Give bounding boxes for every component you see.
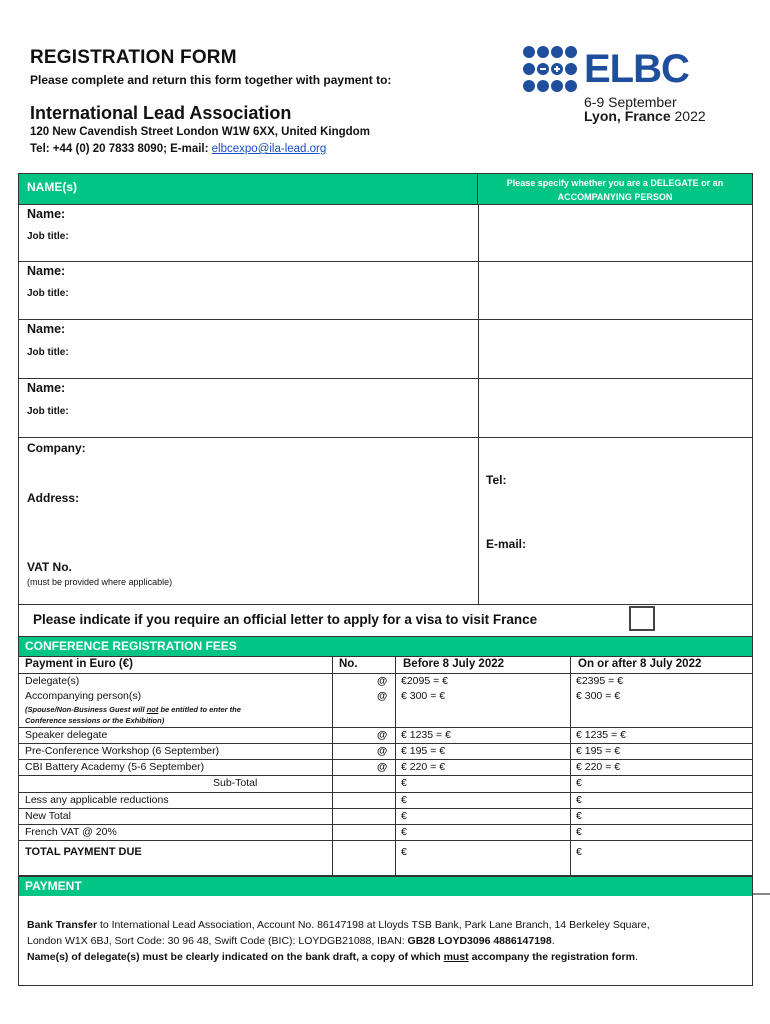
fee-row-before[interactable]: € 300 = € <box>401 690 446 702</box>
note-text <box>27 951 635 963</box>
divider <box>19 261 752 262</box>
event-dates: 6-9 September <box>584 94 677 110</box>
note-must: must <box>443 951 469 963</box>
divider <box>19 673 752 674</box>
divider <box>19 840 752 841</box>
note-not: not <box>146 705 159 714</box>
bank-text: London W1X 6BJ, Sort Code: 30 96 48, Swift Code (BIC): LOYDGB21088, IBAN: <box>27 935 408 947</box>
subtotal-label: Sub-Total <box>213 777 258 789</box>
accompanying-note <box>25 705 241 714</box>
payment-section <box>18 876 753 986</box>
bank-line-2: London W1X 6BJ, Sort Code: 30 96 48, Swift Code (BIC): LOYDGB21088, IBAN: GB28 LOYD3096 4886147198. <box>27 935 555 947</box>
company-label[interactable]: Company: <box>27 441 86 455</box>
new-total-label: New Total <box>25 810 71 822</box>
vat-label: French VAT @ 20% <box>25 826 117 838</box>
divider <box>19 775 752 776</box>
note-part: (Spouse/Non-Business Guest will <box>25 705 147 714</box>
organisation-address: 120 New Cavendish Street London W1W 6XX, United Kingdom <box>30 126 370 138</box>
visa-question: Please indicate if you require an official letter to apply for a visa to visit France <box>33 612 538 627</box>
fee-row-label: Accompanying person(s) <box>25 690 142 702</box>
event-place <box>584 108 706 124</box>
divider <box>19 437 752 438</box>
new-total-after[interactable]: € <box>576 810 582 822</box>
new-total-before[interactable]: € <box>401 810 407 822</box>
contact-phone: Tel: +44 (0) 20 7833 8090; E-mail: <box>30 143 212 155</box>
bank-text: to International Lead Association, Account No. 86147198 at Lloyds TSB Bank, Park Lane Branch, 14 Berkeley Square, <box>97 919 650 931</box>
total-label: TOTAL PAYMENT DUE <box>25 846 142 858</box>
fee-row-label: Speaker delegate <box>25 729 108 741</box>
note-part: be entitled to enter the <box>158 705 241 714</box>
col-after-header: On or after 8 July 2022 <box>578 658 702 670</box>
divider <box>19 204 752 205</box>
divider <box>19 319 752 320</box>
col-no-header: No. <box>339 658 358 670</box>
edge-mark <box>753 893 770 895</box>
column-divider <box>395 656 396 875</box>
delegate-note: Name(s) of delegate(s) must be clearly indicated on the bank draft, a copy of which must accompany the registration form. <box>27 951 638 963</box>
accompanying-note-2: Conference sessions or the Exhibition) <box>25 716 165 725</box>
fee-row-at: @ <box>377 729 388 741</box>
name-label-1[interactable]: Name: <box>27 207 66 221</box>
fee-row-at: @ <box>377 690 388 702</box>
email-label[interactable]: E-mail: <box>486 537 527 551</box>
event-year: 2022 <box>674 108 706 124</box>
name-label-3[interactable]: Name: <box>27 322 66 336</box>
col-before-header: Before 8 July 2022 <box>403 658 505 670</box>
vat-note: (must be provided where applicable) <box>27 577 173 587</box>
divider <box>19 808 752 809</box>
column-divider <box>478 204 479 604</box>
reductions-label: Less any applicable reductions <box>25 794 169 806</box>
form-title: REGISTRATION FORM <box>30 47 237 68</box>
divider <box>19 727 752 728</box>
elbc-dots-icon <box>522 45 578 93</box>
tel-label[interactable]: Tel: <box>486 473 507 487</box>
job-title-label-1[interactable]: Job title: <box>27 231 69 242</box>
divider <box>19 743 752 744</box>
visa-row <box>18 605 753 636</box>
bank-transfer-label: Bank Transfer <box>27 919 98 931</box>
divider <box>19 759 752 760</box>
names-header: NAME(s) <box>19 174 478 204</box>
fee-row-label: Delegate(s) <box>25 675 80 687</box>
fees-header: CONFERENCE REGISTRATION FEES <box>19 637 752 656</box>
job-title-label-2[interactable]: Job title: <box>27 288 69 299</box>
address-label[interactable]: Address: <box>27 491 80 505</box>
fee-row-before[interactable]: €2095 = € <box>401 675 449 687</box>
subtotal-after[interactable]: € <box>576 777 582 789</box>
fee-row-after[interactable]: € 220 = € <box>576 761 621 773</box>
name-label-4[interactable]: Name: <box>27 381 66 395</box>
subtotal-before[interactable]: € <box>401 777 407 789</box>
fee-row-before[interactable]: € 195 = € <box>401 745 446 757</box>
fee-row-at: @ <box>377 675 388 687</box>
col-payment-header: Payment in Euro (€) <box>25 658 133 670</box>
fee-row-after[interactable]: € 195 = € <box>576 745 621 757</box>
column-divider <box>570 656 571 875</box>
event-city: Lyon, France <box>584 108 671 124</box>
bank-line-1 <box>27 917 747 933</box>
fee-row-after[interactable]: € 300 = € <box>576 690 621 702</box>
note-part: accompany the registration form <box>468 951 635 963</box>
vat-label[interactable]: VAT No. <box>27 560 72 574</box>
email-link[interactable]: elbcexpo@ila-lead.org <box>211 143 327 155</box>
total-after[interactable]: € <box>576 846 582 858</box>
form-subtitle: Please complete and return this form together with payment to: <box>30 73 392 87</box>
visa-checkbox[interactable] <box>629 606 655 631</box>
total-before[interactable]: € <box>401 846 407 858</box>
divider <box>19 378 752 379</box>
divider <box>19 656 752 657</box>
organisation-name: International Lead Association <box>30 103 292 123</box>
note-part: Name(s) of delegate(s) must be clearly indicated on the bank draft, a copy of which <box>27 951 444 963</box>
organisation-contact <box>30 143 326 155</box>
delegate-type-header: Please specify whether you are a DELEGATE or an ACCOMPANYING PERSON <box>478 174 752 204</box>
fee-row-label: CBI Battery Academy (5-6 September) <box>25 761 205 773</box>
fee-row-before[interactable]: € 1235 = € <box>401 729 451 741</box>
name-label-2[interactable]: Name: <box>27 264 66 278</box>
job-title-label-3[interactable]: Job title: <box>27 347 69 358</box>
elbc-logo <box>522 45 722 125</box>
iban-value: GB28 LOYD3096 4886147198 <box>407 935 552 947</box>
job-title-label-4[interactable]: Job title: <box>27 406 69 417</box>
fee-row-before[interactable]: € 220 = € <box>401 761 446 773</box>
reductions-after[interactable]: € <box>576 794 582 806</box>
divider <box>19 792 752 793</box>
column-divider <box>332 656 333 875</box>
payment-header: PAYMENT <box>19 877 752 896</box>
fee-row-label: Pre-Conference Workshop (6 September) <box>25 745 220 757</box>
fee-row-at: @ <box>377 761 388 773</box>
fee-row-after[interactable]: €2395 = € <box>576 675 624 687</box>
vat-after[interactable]: € <box>576 826 582 838</box>
payment-instructions <box>27 917 747 965</box>
fee-row-after[interactable]: € 1235 = € <box>576 729 626 741</box>
elbc-brand-text: ELBC <box>584 47 689 91</box>
fee-row-at: @ <box>377 745 388 757</box>
vat-before[interactable]: € <box>401 826 407 838</box>
fees-table <box>18 636 753 876</box>
reductions-before[interactable]: € <box>401 794 407 806</box>
names-table <box>18 173 753 605</box>
divider <box>19 824 752 825</box>
